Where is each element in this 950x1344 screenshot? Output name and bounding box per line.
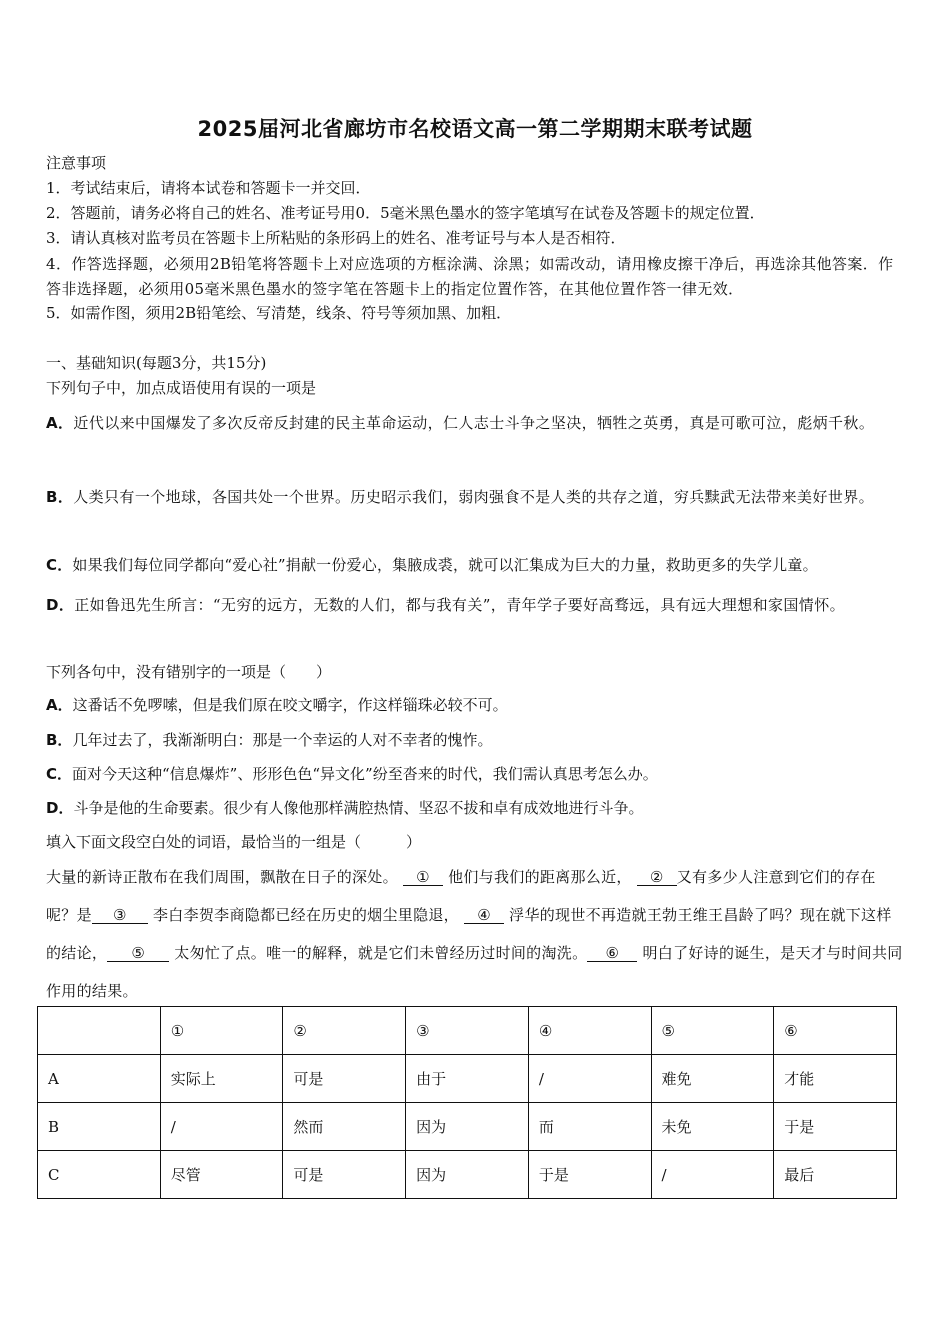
notice-heading: 注意事项 (46, 154, 107, 172)
blank-6: ⑥ (587, 945, 637, 962)
passage-text: 李白李贺李商隐都已经在历史的烟尘里隐退， (152, 906, 459, 924)
notice-item-3: 3．请认真核对监考员在答题卡上所粘贴的条形码上的姓名、准考证号与本人是否相符． (46, 229, 626, 247)
option-text: 正如鲁迅先生所言：“无穷的远方，无数的人们，都与我有关”，青年学子要好高骛远，具有远大理想和家国情怀。 (74, 596, 846, 614)
table-cell: 因为 (406, 1151, 529, 1199)
table-row (38, 1055, 897, 1103)
table-row (38, 1151, 897, 1199)
table-row (38, 1103, 897, 1151)
option-letter: D． (46, 596, 75, 614)
q3-passage (46, 858, 906, 1010)
q1-option-b (46, 479, 906, 516)
q2-option-b (46, 729, 492, 750)
notice-item-1: 1．考试结束后，请将本试卷和答题卡一并交回． (46, 179, 371, 197)
q2-option-a (46, 694, 508, 715)
table-cell: 由于 (406, 1055, 529, 1103)
q1-option-c (46, 553, 906, 577)
table-cell: 因为 (406, 1103, 529, 1151)
option-text: 几年过去了，我渐渐明白：那是一个幸运的人对不幸者的愧怍。 (72, 731, 493, 749)
option-letter: C． (46, 556, 73, 574)
option-text: 如果我们每位同学都向“爱心社”捐献一份爱心，集腋成裘，就可以汇集成为巨大的力量，救助更多的失学儿童。 (72, 556, 818, 574)
option-letter: A． (46, 696, 73, 714)
table-cell: 可是 (283, 1151, 406, 1199)
table-cell: ② (283, 1007, 406, 1055)
option-letter: D． (46, 799, 74, 817)
table-cell: ① (160, 1007, 283, 1055)
table-cell: A (38, 1055, 161, 1103)
blank-5: ⑤ (107, 945, 169, 962)
blank-4: ④ (464, 907, 504, 924)
option-letter: A． (46, 414, 74, 432)
section-heading: 一、基础知识(每题3分，共15分) (46, 354, 267, 372)
table-cell: ⑥ (774, 1007, 897, 1055)
option-letter: B． (46, 488, 74, 506)
table-cell: 尽管 (160, 1151, 283, 1199)
option-text: 面对今天这种“信息爆炸”、形形色色“异文化”纷至沓来的时代，我们需认真思考怎么办。 (72, 765, 658, 783)
table-cell: 而 (528, 1103, 651, 1151)
blank-2: ② (637, 869, 677, 886)
notice-item-5: 5．如需作图，须用2B铅笔绘、写清楚，线条、符号等须加黑、加粗． (46, 304, 512, 322)
passage-text: 太匆忙了点。唯一的解释，就是它们未曾经历过时间的淘洗。 (174, 944, 588, 962)
passage-text: 又有多少人注意到它们的存在呢？是 (46, 868, 876, 924)
q3-stem: 填入下面文段空白处的词语，最恰当的一组是（ ） (46, 833, 422, 851)
table-cell (38, 1007, 161, 1055)
table-cell: / (160, 1103, 283, 1151)
table-cell: 于是 (528, 1151, 651, 1199)
option-letter: C． (46, 765, 73, 783)
table-cell: ③ (406, 1007, 529, 1055)
notice-item-2: 2．答题前，请务必将自己的姓名、准考证号用0．5毫米黑色墨水的签字笔填写在试卷及答题卡的规定位置． (46, 204, 765, 222)
option-text: 斗争是他的生命要素。很少有人像他那样满腔热情、坚忍不拔和卓有成效地进行斗争。 (73, 799, 644, 817)
blank-1: ① (403, 869, 443, 886)
table-cell: 实际上 (160, 1055, 283, 1103)
passage-text: 明白了好诗的诞生，是天才与时间共同作用的结果。 (46, 944, 903, 1000)
table-header-row (38, 1007, 897, 1055)
option-text: 人类只有一个地球，各国共处一个世界。历史昭示我们，弱肉强食不是人类的共存之道，穷兵黩武无法带来美好世界。 (73, 488, 875, 506)
q1-option-a (46, 405, 906, 442)
answer-table (37, 1006, 897, 1199)
q2-option-d (46, 797, 643, 818)
table-cell: 可是 (283, 1055, 406, 1103)
table-cell: B (38, 1103, 161, 1151)
passage-text: 大量的新诗正散布在我们周围，飘散在日子的深处。 (46, 868, 398, 886)
q2-stem: 下列各句中，没有错别字的一项是（ ） (46, 663, 332, 681)
table-cell: 然而 (283, 1103, 406, 1151)
table-cell: 才能 (774, 1055, 897, 1103)
q1-option-d (46, 587, 906, 624)
table-cell: / (528, 1055, 651, 1103)
q2-option-c (46, 763, 658, 784)
option-letter: B． (46, 731, 73, 749)
passage-text: 他们与我们的距离那么近， (448, 868, 632, 886)
page-title: 2025届河北省廊坊市名校语文高一第二学期期末联考试题 (197, 117, 753, 141)
option-text: 这番话不免啰嗦，但是我们原在咬文嚼字，作这样锱珠必较不可。 (72, 696, 508, 714)
table-cell: ④ (528, 1007, 651, 1055)
table-cell: 难免 (651, 1055, 774, 1103)
table-cell: 最后 (774, 1151, 897, 1199)
table-cell: 未免 (651, 1103, 774, 1151)
table-cell: C (38, 1151, 161, 1199)
table-cell: 于是 (774, 1103, 897, 1151)
passage-text: 浮华的现世不再造就王勃王维王昌龄了吗？现在就下这样的结论， (46, 906, 892, 962)
table-cell: / (651, 1151, 774, 1199)
q1-stem: 下列句子中，加点成语使用有误的一项是 (46, 379, 317, 397)
notice-item-4: 4．作答选择题，必须用2B铅笔将答题卡上对应选项的方框涂满、涂黑；如需改动，请用橡皮擦干净后，再选涂其他答案．作答非选择题，必须用05毫米黑色墨水的签字笔在答题卡上的指定位置作答，在其他位置作答一律无效． (46, 255, 894, 298)
option-text: 近代以来中国爆发了多次反帝反封建的民主革命运动，仁人志士斗争之坚决，牺牲之英勇，真是可歌可泣，彪炳千秋。 (73, 414, 875, 432)
table-cell: ⑤ (651, 1007, 774, 1055)
blank-3: ③ (92, 907, 148, 924)
